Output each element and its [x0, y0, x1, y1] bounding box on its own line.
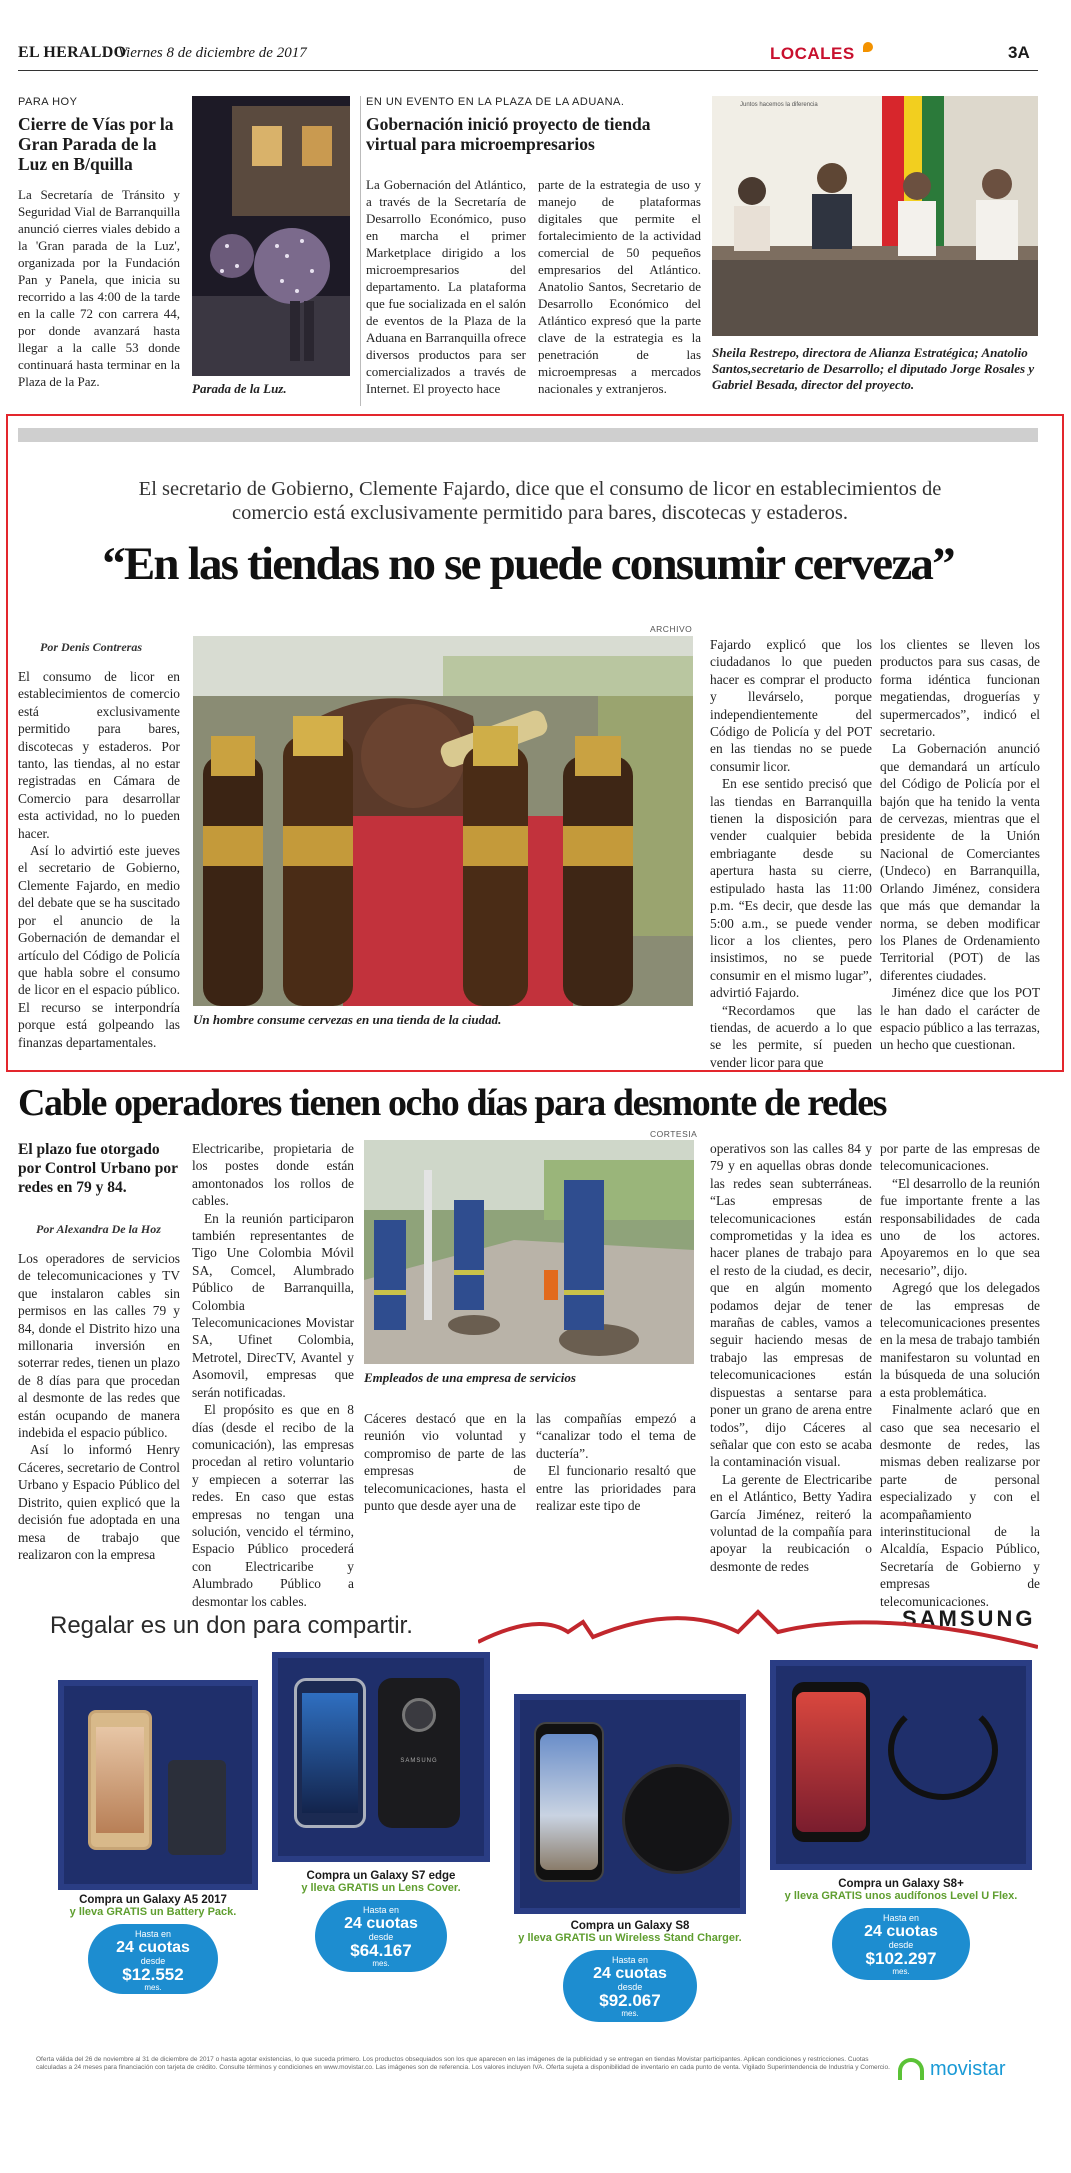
tienda-col-1	[366, 176, 526, 397]
cable-col-5	[880, 1140, 1040, 1610]
price-amount: $12.552	[122, 1965, 184, 1984]
samsung-ad	[18, 1590, 1038, 2110]
product-box-s8	[514, 1694, 746, 1914]
photo-parada-image	[192, 96, 350, 376]
price-amount: $102.297	[865, 1949, 937, 1968]
ribbon-decoration	[478, 1592, 1038, 1652]
paragraph: Fajardo explicó que los ciudadanos lo que pueden hacer es comprar el producto y llevárselo, porque independientemente del Código de Policía y del POT en las tiendas no se puede consumir licor.	[710, 637, 872, 774]
phone-a5	[88, 1710, 152, 1850]
samsung-logo: SAMSUNG	[902, 1606, 1036, 1631]
price-mes: mes.	[144, 1983, 162, 1992]
byline-cerveza: Por Denis Contreras	[40, 640, 143, 654]
story-tienda	[366, 96, 701, 406]
body-vias	[18, 186, 180, 390]
product-box-s7	[272, 1652, 490, 1862]
phone-s8	[534, 1722, 604, 1882]
page-number: 3A	[1008, 43, 1030, 62]
ad-slogan: Regalar es un don para compartir.	[50, 1612, 413, 1639]
price-desde: desde	[617, 1982, 643, 1992]
paragraph: las compañías empezó a “canalizar todo el tema de ductería”.	[536, 1411, 696, 1461]
paragraph: por parte de las empresas de telecomunicaciones.	[880, 1141, 1040, 1174]
cerveza-col-3	[880, 636, 1040, 1054]
price-hasta: Hasta en	[362, 1905, 400, 1915]
kicker-tienda: EN UN EVENTO EN LA PLAZA DE LA ADUANA.	[366, 96, 625, 108]
offer-a5	[48, 1894, 258, 1994]
cable-col-3b	[536, 1410, 696, 1514]
price-mes: mes.	[892, 1967, 910, 1976]
offer-line-2: y lleva GRATIS unos audífonos Level U Flex.	[784, 1890, 1018, 1902]
story-vias	[18, 96, 180, 406]
offer-line-1: Compra un Galaxy A5 2017	[79, 1894, 227, 1906]
paragraph: Agregó que los delegados de las empresas de telecomunicaciones presentes en la mesa de trabajo también manifestaron su voluntad en la búsqueda de una solución a esta problemática.	[880, 1280, 1040, 1400]
issue-date: Viernes 8 de diciembre de 2017	[118, 45, 307, 61]
credit-cerveza: ARCHIVO	[650, 624, 693, 634]
price-hasta: Hasta en	[611, 1955, 649, 1965]
price-bubble-a5	[88, 1924, 218, 1994]
price-cuotas: 24 cuotas	[864, 1923, 938, 1940]
paragraph: En ese sentido precisó que las tiendas en Barranquilla tienen la disposición para vender cualquier bebida embriagante desde su apertura hasta su cierre, estipulado hasta las 11:00 p.m. “Es decir, que desde las 5:00 a.m., se puede vender licor a los clientes, pero insistimos, no se puede consumir en el mismo lugar”, advirtió Fajardo.	[710, 776, 872, 1001]
headline-cerveza: “En las tiendas no se puede consumir cerveza”	[102, 538, 954, 590]
photo-gobernacion-image	[712, 96, 1038, 336]
header-rule	[18, 70, 1038, 71]
offer-line-2: y lleva GRATIS un Wireless Stand Charger.	[518, 1932, 742, 1944]
banner-text: Juntos hacemos la diferencia	[740, 102, 818, 108]
price-bubble-s8	[563, 1950, 697, 2022]
photo-cerveza	[193, 636, 693, 1006]
cerveza-col-2	[710, 636, 872, 1071]
caption-cable: Empleados de una empresa de servicios	[364, 1370, 576, 1385]
paragraph: Finalmente aclaró que en caso que sea necesario el desmonte de redes, las mismas deben realizarse por parte de personal especializado y con el acompañamiento interinstitucional de la Alcaldía, Espacio Público, Secretaría de Gobierno y empresas de telecomunicaciones.	[880, 1402, 1040, 1609]
ad-fine-print: Oferta válida del 26 de noviembre al 31 de diciembre de 2017 o hasta agotar existencias, lo que suceda primero. Los productos obsequiados son los que aparecen en las imágenes de la publicidad y se entregan en tiendas Movistar participantes. Aplican condiciones y restricciones. Cuotas calculadas a 24 meses para financiación con tarjeta de crédito. Consulte términos y condiciones en www.movistar.co. Las imágenes son de referencia. Los valores incluyen IVA. Oferta sujeta a disponibilidad de inventario en cada punto de venta. Vigilado Superintendencia de Industria y Comercio.	[36, 2056, 890, 2071]
offer-line-1: Compra un Galaxy S8+	[838, 1878, 964, 1890]
kicker-vias: PARA HOY	[18, 96, 78, 108]
paragraph: El propósito es que en 8 días (desde el recibo de la comunicación), las empresas procedan al retiro voluntario y empiecen a soterrar las redes. En caso que estas empresas no tengan una solución, vencido el término, Espacio Público procederá con Electricaribe y Alumbrado Público a desmontar los cables.	[192, 1402, 354, 1609]
photo-cable	[364, 1140, 694, 1364]
price-hasta: Hasta en	[134, 1929, 172, 1939]
paragraph: Los operadores de servicios de telecomunicaciones y TV que instalaron cables sin permisos en las calles 79 y 84, donde el Distrito hizo una millonaria inversión en soterrar redes, tienen un plazo de 8 días para que procedan al desmonte de las redes que están ocupando de manera indebida el espacio público.	[18, 1251, 180, 1441]
paragraph: El consumo de licor en establecimientos de comercio está exclusivamente permitido para bares, discotecas y estaderos. Por tanto, las tiendas, al no estar registradas en Cámara de Comercio para desarrollar esta actividad, no lo pueden hacer.	[18, 669, 180, 841]
phone-s7	[294, 1678, 366, 1828]
movistar-logo	[898, 2056, 1038, 2086]
price-bubble-s7	[315, 1900, 447, 1972]
paragraph: “El desarrollo de la reunión fue importante frente a las responsabilidades de cada uno de los actores. Apoyaremos en lo que sea necesario”, dijo.	[880, 1175, 1040, 1278]
paragraph: parte de la estrategia de uso y manejo de plataformas digitales que permite el fortalecimiento de la actividad comercial de 50 pequeños empresarios del Atlántico. Anatolio Santos, Secretario de Desarrollo Económico del Atlántico expresó que la parte clave de la estrategia es la penetración de las microempresas a mercados nacionales y extranjeros.	[538, 177, 701, 396]
headline-vias: Cierre de Vías por la Gran Parada de la Luz en B/quilla	[18, 114, 174, 174]
photo-cerveza-image	[193, 636, 693, 1006]
offer-line-2: y lleva GRATIS un Battery Pack.	[69, 1906, 237, 1918]
paragraph: La Gobernación anunció que demandará un artículo del Código de Policía por el bajón que ha tenido la venta de cervezas, mientras que el presidente de la Unión Nacional de Comerciantes (Undeco) en Barranquilla, Orlando Jiménez, considera que más que demandar la norma, se deben modificar los Planes de Ordenamiento Territorial (POT) de las diferentes ciudades.	[880, 741, 1040, 983]
price-cuotas: 24 cuotas	[116, 1939, 190, 1956]
paragraph: operativos son las calles 84 y 79 y en aquellas obras donde las redes sean subterráneas. “Las empresas de telecomunicaciones están comprometidas y la idea es hacer planes de trabajo para el resto de la ciudad, es decir, que en algún momento podamos dejar de tener marañas de cables, vamos a seguir haciendo mesas de trabajo las empresas de telecomunicaciones están dispuestas a sentarse para poner un grano de arena entre todos”, dijo Cáceres al señalar que con esto se acaba la contaminación visual.	[710, 1141, 872, 1470]
paragraph: La gerente de Electricaribe en el Atlántico, Betty Yadira García Jiménez, reiteró la voluntad de la compañía para apoyar la reubicación o desmonte de redes	[710, 1471, 872, 1574]
price-desde: desde	[888, 1940, 914, 1950]
page-header	[18, 42, 1038, 72]
column-divider	[360, 96, 361, 406]
offer-s8	[504, 1920, 756, 2022]
cerveza-col-1	[18, 668, 180, 1051]
cable-col-4	[710, 1140, 872, 1575]
offer-s7	[272, 1870, 490, 1972]
caption-parada: Parada de la Luz.	[192, 381, 287, 396]
product-box-s8plus	[770, 1660, 1032, 1870]
paragraph: La Gobernación del Atlántico, a través de la Secretaría de Desarrollo Económico, puso en marcha el primer Marketplace dirigido a los microempresarios del departamento. La plataforma que fue socializada en el salón de eventos de la Plaza de la Aduana en Barranquilla ofrece diversos productos para ser comercializados a través de Internet. El proyecto hace	[366, 177, 526, 396]
section-label: LOCALES	[770, 44, 855, 63]
paragraph: los clientes se lleven los productos para sus casas, de forma idéntica funcionan megatiendas, droguerías y supermercados”, indicó el secretario.	[880, 637, 1040, 740]
price-bubble-s8plus	[832, 1908, 970, 1980]
paragraph: El funcionario resaltó que entre las prioridades para realizar este tipo de	[536, 1463, 696, 1514]
offer-line-1: Compra un Galaxy S8	[570, 1920, 690, 1932]
section-flame-icon	[863, 42, 873, 52]
product-box-a5	[58, 1680, 258, 1890]
paragraph: La Secretaría de Tránsito y Seguridad Vial de Barranquilla anunció cierres viales debido a la 'Gran parada de la Luz', organizada por la Fundación Pan y Panela, que inicia su recorrido a las 4:00 de la tarde en la calle 72 con carrera 44, por donde avanzará hasta llegar a la calle 53 donde continuará hasta terminar en la Plaza de la Paz.	[18, 187, 180, 389]
byline-cable: Por Alexandra De la Hoz	[36, 1222, 161, 1236]
paragraph: Jiménez dice que los POT le han dado el carácter de espacio público a las terrazas, un hecho que cuestionan.	[880, 985, 1040, 1053]
offer-s8plus	[770, 1878, 1032, 1980]
paragraph: Así lo informó Henry Cáceres, secretario de Control Urbano y Espacio Público del Distrito, quien explicó que la decisión fue adoptada en una mesa de trabajo que realizaron con la empresa	[18, 1442, 180, 1562]
price-hasta: Hasta en	[882, 1913, 920, 1923]
cerveza-top-band	[18, 428, 1038, 442]
price-desde: desde	[140, 1956, 166, 1966]
paragraph: “Recordamos que las tiendas, de acuerdo a lo que se les permite, sí pueden vender licor para que	[710, 1002, 872, 1070]
price-mes: mes.	[372, 1959, 390, 1968]
cable-col-1	[18, 1250, 180, 1563]
offer-line-2: y lleva GRATIS un Lens Cover.	[301, 1882, 461, 1894]
cable-col-2b	[364, 1410, 526, 1514]
paragraph: Cáceres destacó que en la reunión vio voluntad y compromiso de parte de las empresas de telecomunicaciones, hasta el punto que desde ayer una de	[364, 1411, 526, 1514]
headphones	[888, 1700, 998, 1800]
device-brand-label: SAMSUNG	[400, 1758, 438, 1764]
tienda-col-2	[538, 176, 701, 397]
paragraph: En la reunión participaron también representantes de Tigo Une Colombia Móvil SA, Comcel, Alumbrado Público de Barranquilla, Colombia Telecomunicaciones Movistar SA, Ufinet Colombia, Metrotel, DirecTV, Avantel y Asomovil, empresas que serán notificadas.	[192, 1210, 354, 1400]
credit-cable: CORTESIA	[650, 1129, 698, 1139]
battery-pack	[168, 1760, 226, 1855]
price-cuotas: 24 cuotas	[344, 1915, 418, 1932]
movistar-m-icon	[898, 2058, 924, 2080]
cable-col-2	[192, 1140, 354, 1610]
wireless-charger	[622, 1764, 732, 1874]
deck-cable: El plazo fue otorgado por Control Urbano por redes en 79 y 84.	[18, 1141, 178, 1196]
photo-parada	[192, 96, 350, 376]
price-amount: $64.167	[350, 1941, 412, 1960]
photo-gobernacion	[712, 96, 1038, 336]
price-cuotas: 24 cuotas	[593, 1965, 667, 1982]
offer-line-1: Compra un Galaxy S7 edge	[306, 1870, 456, 1882]
deck-cerveza: El secretario de Gobierno, Clemente Fajardo, dice que el consumo de licor en establecimientos de comercio está exclusivamente permitido para bares, discotecas y estaderos.	[138, 478, 942, 524]
price-desde: desde	[368, 1932, 394, 1942]
paragraph: Así lo advirtió este jueves el secretario de Gobierno, Clemente Fajardo, en medio del debate que se ha suscitado por el anuncio de la Gobernación de demandar el artículo del Código de Policía que habla sobre el consumo de licor en el espacio público. El recurso se interpondría porque está golpeando las finanzas departamentales.	[18, 843, 180, 1050]
phone-s8plus	[792, 1682, 870, 1842]
masthead: EL HERALDO	[18, 44, 127, 61]
headline-tienda: Gobernación inició proyecto de tienda virtual para microempresarios	[366, 114, 651, 154]
movistar-wordmark: movistar	[930, 2058, 1006, 2080]
caption-gobernacion: Sheila Restrepo, directora de Alianza Estratégica; Anatolio Santos,secretario de Desarrollo; el diputado Jorge Rosales y Gabriel Besada, director del proyecto.	[712, 345, 1035, 392]
paragraph: Electricaribe, propietaria de los postes donde están amontonados los rollos de cables.	[192, 1141, 354, 1209]
lens-cover	[378, 1678, 460, 1828]
price-mes: mes.	[621, 2009, 639, 2018]
headline-cable: Cable operadores tienen ocho días para desmonte de redes	[18, 1082, 887, 1124]
photo-cable-image	[364, 1140, 694, 1364]
price-amount: $92.067	[599, 1991, 661, 2010]
caption-cerveza: Un hombre consume cervezas en una tienda de la ciudad.	[193, 1012, 502, 1027]
